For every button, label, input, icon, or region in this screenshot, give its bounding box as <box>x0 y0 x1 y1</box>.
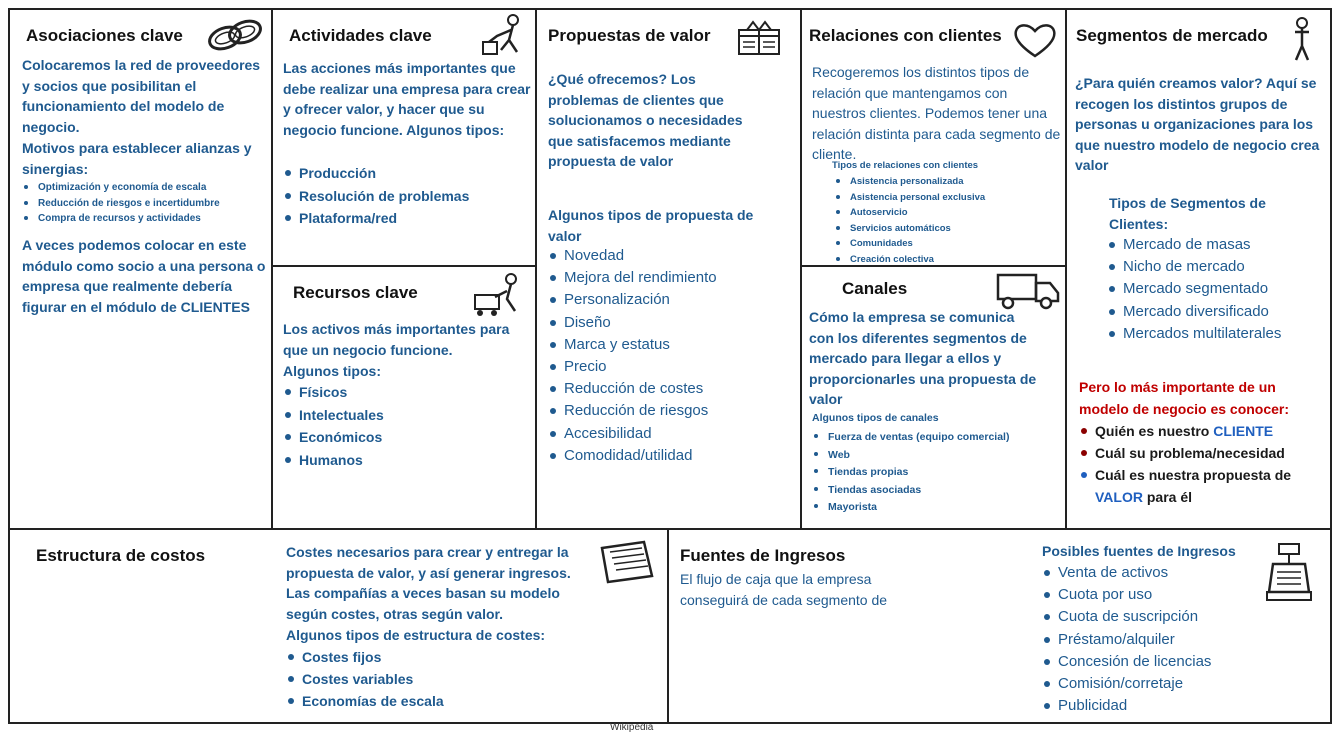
asociaciones-title: Asociaciones clave <box>26 26 183 45</box>
recursos-sub: Algunos tipos: <box>283 363 381 379</box>
chain-link-icon <box>205 16 267 56</box>
relaciones-title: Relaciones con clientes <box>809 26 1002 45</box>
list-item: Comunidades <box>834 236 1064 252</box>
question-valor <box>1079 464 1324 508</box>
asociaciones-clave-block <box>8 8 273 530</box>
list-item: Marca y estatus <box>548 334 788 356</box>
canales-intro: Cómo la empresa se comunica con los diferentes segmentos de mercado para llegar a ellos y proporcionarles una propuesta de valor <box>809 309 1037 407</box>
list-item: Novedad <box>548 245 788 267</box>
recursos-intro: Los activos más importantes para que un negocio funcione. <box>283 321 510 358</box>
propuestas-sub: Algunos tipos de propuesta de valor <box>548 207 754 244</box>
list-item: Publicidad <box>1042 695 1282 717</box>
list-item: Fuerza de ventas (equipo comercial) <box>812 429 1062 447</box>
list-item: Resolución de problemas <box>283 185 533 208</box>
canales-block <box>800 265 1067 530</box>
heart-icon <box>1012 22 1058 60</box>
list-item: Reducción de riesgos <box>548 400 788 422</box>
ingresos-intro: El flujo de caja que la empresa conseguirá de cada segmento de <box>680 571 888 608</box>
ingresos-list <box>1042 562 1282 717</box>
question-problema: Cuál su problema/necesidad <box>1079 442 1324 464</box>
propuestas-valor-block <box>535 8 802 530</box>
list-item: Mercado segmentado <box>1107 278 1332 300</box>
costos-title: Estructura de costos <box>36 546 206 565</box>
recursos-list <box>283 381 533 471</box>
list-item: Economías de escala <box>286 690 606 712</box>
canales-list <box>812 429 1062 517</box>
list-item: Servicios automáticos <box>834 221 1064 237</box>
list-item: Mejora del rendimiento <box>548 267 788 289</box>
canales-sub: Algunos tipos de canales <box>812 412 939 424</box>
list-item: Económicos <box>283 426 533 449</box>
receipt-icon <box>592 540 662 586</box>
segmentos-important: Pero lo más importante de un modelo de negocio es conocer: <box>1079 379 1290 417</box>
actividades-intro: Las acciones más importantes que debe realizar una empresa para crear y ofrecer valor, y hacer que su negocio funcione. Algunos tipos: <box>283 60 531 138</box>
list-item: Tiendas propias <box>812 464 1062 482</box>
relaciones-clientes-block <box>800 8 1067 267</box>
actividades-title: Actividades clave <box>289 26 432 45</box>
list-item: Asistencia personal exclusiva <box>834 190 1064 206</box>
list-item: Diseño <box>548 312 788 334</box>
q3-word: VALOR <box>1095 489 1143 505</box>
segmentos-title: Segmentos de mercado <box>1076 26 1268 45</box>
actividades-clave-block <box>271 8 537 267</box>
list-item: Creación colectiva <box>834 252 1064 268</box>
list-item: Cuota de suscripción <box>1042 606 1282 628</box>
costos-intro: Costes necesarios para crear y entregar la propuesta de valor, y así generar ingresos. Las compañías a veces basan su modelo según costes, otras según valor. <box>286 544 571 622</box>
relaciones-list <box>834 174 1064 267</box>
list-item: Producción <box>283 162 533 185</box>
segmentos-list <box>1107 234 1332 345</box>
list-item: Precio <box>548 356 788 378</box>
ingresos-title: Fuentes de Ingresos <box>680 546 846 565</box>
list-item: Comodidad/utilidad <box>548 445 788 467</box>
list-item: Plataforma/red <box>283 207 533 230</box>
q3-prefix: Cuál es nuestra propuesta de <box>1095 467 1292 483</box>
canales-title: Canales <box>842 279 908 298</box>
relaciones-sub: Tipos de relaciones con clientes <box>832 160 979 171</box>
fuentes-ingresos-block <box>667 528 1332 724</box>
propuestas-intro: ¿Qué ofrecemos? Los problemas de clientes que solucionamos o necesidades que satisfacemos mediante propuesta de valor <box>548 71 743 169</box>
question-cliente <box>1079 420 1324 442</box>
list-item: Mercados multilaterales <box>1107 323 1332 345</box>
asociaciones-intro: Colocaremos la red de proveedores y socios que posibilitan el funcionamiento del modelo de negocio. <box>22 57 261 135</box>
list-item: Reducción de riesgos e incertidumbre <box>22 196 272 212</box>
delivery-truck-icon <box>994 269 1062 311</box>
list-item: Cuota por uso <box>1042 584 1282 606</box>
list-item: Intelectuales <box>283 404 533 427</box>
list-item: Comisión/corretaje <box>1042 673 1282 695</box>
estructura-costos-block <box>8 528 669 724</box>
segmentos-questions <box>1079 420 1324 508</box>
recursos-title: Recursos clave <box>293 283 418 302</box>
list-item: Web <box>812 447 1062 465</box>
propuestas-list <box>548 245 788 467</box>
list-item: Autoservicio <box>834 205 1064 221</box>
list-item: Humanos <box>283 449 533 472</box>
segmentos-mercado-block <box>1065 8 1332 530</box>
asociaciones-list <box>22 180 272 227</box>
list-item: Mercado diversificado <box>1107 301 1332 323</box>
list-item: Reducción de costes <box>548 378 788 400</box>
list-item: Nicho de mercado <box>1107 256 1332 278</box>
worker-icon <box>481 12 531 60</box>
list-item: Personalización <box>548 289 788 311</box>
list-item: Físicos <box>283 381 533 404</box>
segmentos-sub: Tipos de Segmentos de Clientes: <box>1109 195 1266 232</box>
asociaciones-motives: Motivos para establecer alianzas y sinergias: <box>22 140 252 177</box>
list-item: Préstamo/alquiler <box>1042 629 1282 651</box>
list-item: Tiendas asociadas <box>812 482 1062 500</box>
list-item: Mayorista <box>812 499 1062 517</box>
q1-prefix: Quién es nuestro <box>1095 423 1214 439</box>
list-item: Mercado de masas <box>1107 234 1332 256</box>
actividades-list <box>283 162 533 230</box>
list-item: Asistencia personalizada <box>834 174 1064 190</box>
list-item: Compra de recursos y actividades <box>22 211 272 227</box>
list-item: Concesión de licencias <box>1042 651 1282 673</box>
costos-list <box>286 646 606 712</box>
list-item: Accesibilidad <box>548 423 788 445</box>
segmentos-intro: ¿Para quién creamos valor? Aquí se recogen los distintos grupos de personas u organizaciones para los que nuestro modelo de negocio crea valor <box>1075 75 1320 173</box>
cart-icon <box>471 271 527 319</box>
list-item: Costes fijos <box>286 646 606 668</box>
q1-word: CLIENTE <box>1213 423 1274 439</box>
propuestas-title: Propuestas de valor <box>548 26 711 45</box>
q3-suffix: para él <box>1142 489 1192 505</box>
list-item: Costes variables <box>286 668 606 690</box>
recursos-clave-block <box>271 265 537 530</box>
image-caption: Wikipedia <box>610 722 654 733</box>
asociaciones-outro: A veces podemos colocar en este módulo como socio a una persona o empresa que realmente debería figurar en el módulo de CLIENTES <box>22 237 266 315</box>
list-item: Optimización y economía de escala <box>22 180 272 196</box>
person-icon <box>1289 16 1315 62</box>
gift-box-icon <box>733 18 789 58</box>
ingresos-sub: Posibles fuentes de Ingresos <box>1042 543 1236 559</box>
costos-sub: Algunos tipos de estructura de costes: <box>286 627 546 643</box>
relaciones-intro: Recogeremos los distintos tipos de relación que mantengamos con nuestros clientes. Podemos tener una relación distinta para cada segmento de cliente. <box>812 64 1061 162</box>
list-item: Venta de activos <box>1042 562 1282 584</box>
